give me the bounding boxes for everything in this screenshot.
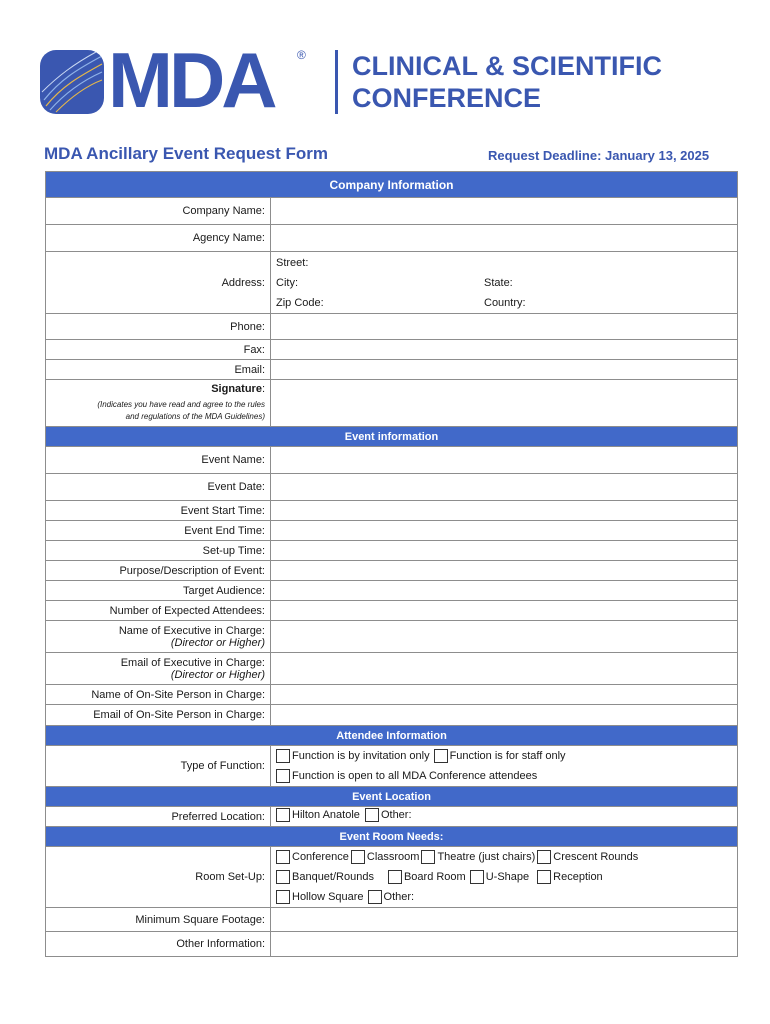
fax-field[interactable] [271, 340, 738, 360]
signature-field[interactable] [271, 380, 738, 427]
executive-email-label-cell [46, 653, 271, 685]
mda-logo-text: MDA [108, 36, 274, 124]
phone-field[interactable] [271, 314, 738, 340]
state-label: State: [484, 276, 513, 289]
signature-label: Signature [211, 383, 262, 395]
setup-time-field[interactable] [271, 541, 738, 561]
agency-name-label: Agency Name: [46, 225, 271, 252]
onsite-email-label: Email of On-Site Person in Charge: [46, 705, 271, 726]
room-setup-label: Room Set-Up: [46, 847, 271, 908]
purpose-field[interactable] [271, 561, 738, 581]
invitation-only-label: Function is by invitation only [292, 750, 430, 762]
event-name-field[interactable] [271, 447, 738, 474]
min-square-footage-label: Minimum Square Footage: [46, 908, 271, 932]
address-field[interactable] [271, 252, 738, 314]
function-type-label: Type of Function: [46, 746, 271, 787]
conference-title-line1: CLINICAL & SCIENTIFIC [352, 51, 662, 81]
company-name-field[interactable] [271, 198, 738, 225]
conference-label: Conference [292, 851, 349, 863]
mda-logo-badge-icon [40, 50, 104, 114]
conference-title-line2: CONFERENCE [352, 83, 542, 113]
company-name-label: Company Name: [46, 198, 271, 225]
event-start-time-field[interactable] [271, 501, 738, 521]
section-company-information: Company Information [46, 172, 738, 198]
option-classroom[interactable] [351, 850, 420, 864]
function-type-options [271, 746, 738, 787]
option-staff-only[interactable] [434, 749, 566, 763]
room-other-label: Other: [383, 891, 415, 903]
staff-only-checkbox[interactable] [434, 749, 448, 763]
crescent-rounds-checkbox[interactable] [537, 850, 551, 864]
banquet-rounds-label: Banquet/Rounds [292, 871, 374, 883]
onsite-name-field[interactable] [271, 685, 738, 705]
event-date-label: Event Date: [46, 474, 271, 501]
hollow-square-checkbox[interactable] [276, 890, 290, 904]
executive-name-field[interactable] [271, 621, 738, 653]
theatre-label: Theatre (just chairs) [437, 851, 536, 863]
onsite-name-label: Name of On-Site Person in Charge: [46, 685, 271, 705]
invitation-only-checkbox[interactable] [276, 749, 290, 763]
location-other-label: Other: [380, 809, 412, 821]
signature-colon: : [261, 383, 265, 395]
reception-checkbox[interactable] [537, 870, 551, 884]
option-banquet-rounds[interactable] [276, 870, 374, 884]
executive-name-note: (Director or Higher) [170, 636, 265, 649]
staff-only-label: Function is for staff only [449, 750, 566, 762]
open-to-all-checkbox[interactable] [276, 769, 290, 783]
reception-label: Reception [553, 871, 603, 883]
conference-checkbox[interactable] [276, 850, 290, 864]
event-name-label: Event Name: [46, 447, 271, 474]
option-reception[interactable] [537, 870, 603, 884]
target-audience-label: Target Audience: [46, 581, 271, 601]
event-end-time-field[interactable] [271, 521, 738, 541]
classroom-checkbox[interactable] [351, 850, 365, 864]
fax-label: Fax: [46, 340, 271, 360]
option-hollow-square[interactable] [276, 890, 364, 904]
country-label: Country: [484, 296, 526, 309]
target-audience-field[interactable] [271, 581, 738, 601]
agency-name-field[interactable] [271, 225, 738, 252]
crescent-rounds-label: Crescent Rounds [553, 851, 639, 863]
option-room-other[interactable] [368, 890, 415, 904]
option-conference[interactable] [276, 850, 349, 864]
request-deadline: Request Deadline: January 13, 2025 [488, 148, 710, 163]
street-label: Street: [276, 256, 309, 269]
room-setup-options [271, 847, 738, 908]
email-field[interactable] [271, 360, 738, 380]
option-invitation-only[interactable] [276, 749, 430, 763]
executive-email-note: (Director or Higher) [170, 668, 265, 681]
signature-note-line2: and regulations of the MDA Guidelines) [125, 412, 265, 421]
onsite-email-field[interactable] [271, 705, 738, 726]
expected-attendees-label: Number of Expected Attendees: [46, 601, 271, 621]
option-u-shape[interactable] [470, 870, 529, 884]
request-form-table [45, 171, 738, 957]
option-theatre[interactable] [421, 850, 535, 864]
executive-name-label: Name of Executive in Charge: [118, 624, 265, 637]
board-room-label: Board Room [403, 871, 466, 883]
event-end-time-label: Event End Time: [46, 521, 271, 541]
section-event-location: Event Location [46, 787, 738, 807]
purpose-label: Purpose/Description of Event: [46, 561, 271, 581]
option-crescent-rounds[interactable] [537, 850, 638, 864]
executive-name-label-cell [46, 621, 271, 653]
email-label: Email: [46, 360, 271, 380]
header-divider [335, 50, 338, 114]
u-shape-checkbox[interactable] [470, 870, 484, 884]
hilton-anatole-checkbox[interactable] [276, 808, 290, 822]
city-label: City: [276, 276, 298, 289]
banquet-rounds-checkbox[interactable] [276, 870, 290, 884]
preferred-location-options [271, 807, 738, 827]
zip-label: Zip Code: [276, 296, 324, 309]
signature-note-line1: (Indicates you have read and agree to the rules [97, 400, 265, 409]
setup-time-label: Set-up Time: [46, 541, 271, 561]
registered-mark: ® [297, 48, 306, 62]
address-label: Address: [46, 252, 271, 314]
event-date-field[interactable] [271, 474, 738, 501]
conference-title [352, 50, 662, 114]
phone-label: Phone: [46, 314, 271, 340]
option-location-other[interactable] [365, 808, 412, 822]
preferred-location-label: Preferred Location: [46, 807, 271, 827]
min-square-footage-field[interactable] [271, 908, 738, 932]
signature-label-cell [46, 380, 271, 427]
hollow-square-label: Hollow Square [292, 891, 364, 903]
location-other-checkbox[interactable] [365, 808, 379, 822]
other-information-label: Other Information: [46, 932, 271, 957]
section-attendee-information: Attendee Information [46, 726, 738, 746]
header [40, 36, 730, 124]
option-board-room[interactable] [388, 870, 466, 884]
board-room-checkbox[interactable] [388, 870, 402, 884]
expected-attendees-field[interactable] [271, 601, 738, 621]
section-event-room-needs: Event Room Needs: [46, 827, 738, 847]
other-information-field[interactable] [271, 932, 738, 957]
form-title: MDA Ancillary Event Request Form [44, 144, 329, 163]
hilton-anatole-label: Hilton Anatole [292, 809, 360, 821]
theatre-checkbox[interactable] [421, 850, 435, 864]
option-open-to-all[interactable] [276, 769, 537, 783]
event-start-time-label: Event Start Time: [46, 501, 271, 521]
room-other-checkbox[interactable] [368, 890, 382, 904]
section-event-information: Event information [46, 427, 738, 447]
u-shape-label: U-Shape [485, 871, 530, 883]
classroom-label: Classroom [366, 851, 420, 863]
option-hilton-anatole[interactable] [276, 808, 360, 822]
executive-email-label: Email of Executive in Charge: [120, 656, 265, 669]
open-to-all-label: Function is open to all MDA Conference attendees [292, 770, 538, 782]
executive-email-field[interactable] [271, 653, 738, 685]
